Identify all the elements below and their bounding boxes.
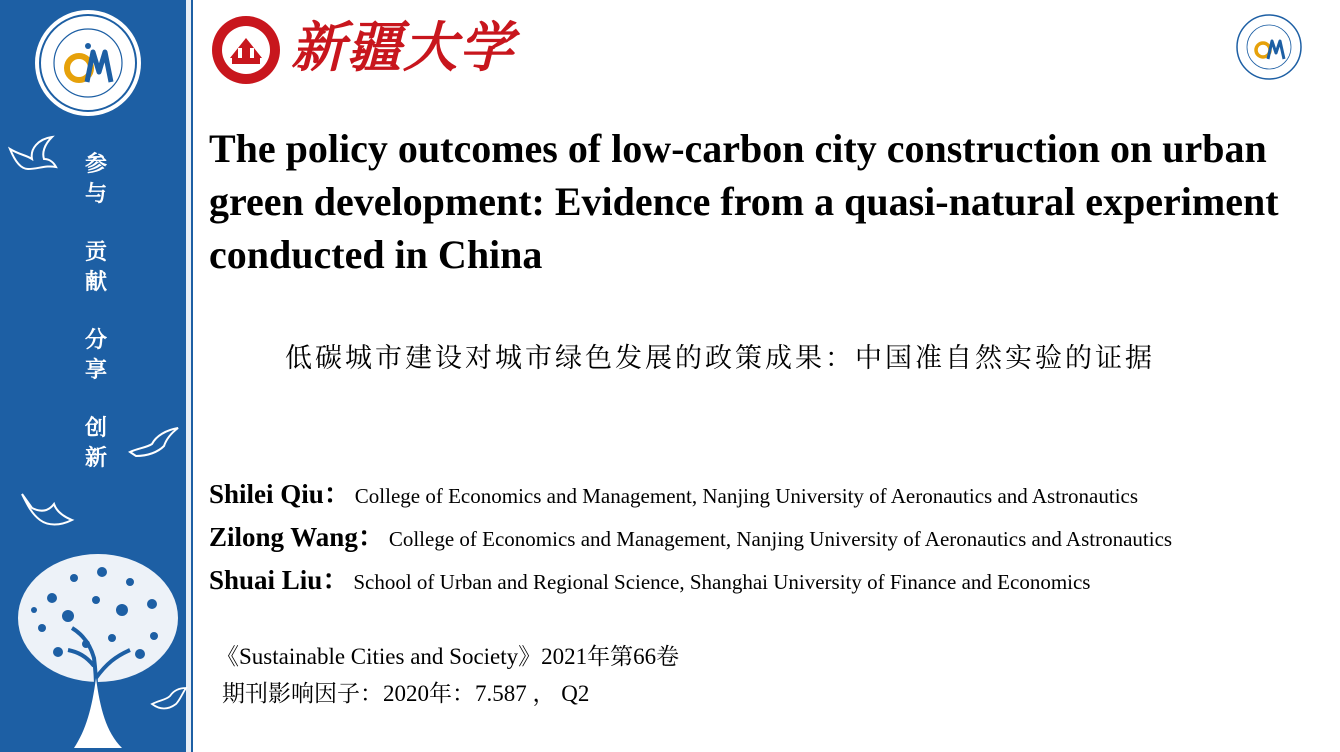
author-row — [209, 515, 1319, 558]
author-name: Shuai Liu： — [209, 565, 350, 595]
sidebar — [0, 0, 193, 752]
journal-info — [216, 638, 679, 712]
author-affiliation: School of Urban and Regional Science, Shanghai University of Finance and Economics — [353, 570, 1091, 594]
journal-citation: 《Sustainable Cities and Society》2021年第66卷 — [216, 644, 680, 669]
motto-line-3: 分享 — [84, 328, 107, 383]
dove-icon — [18, 490, 76, 536]
author-row — [209, 558, 1319, 601]
dove-icon — [128, 426, 180, 460]
author-name: Shilei Qiu： — [209, 479, 351, 509]
author-affiliation: College of Economics and Management, Nanjing University of Aeronautics and Astronautics — [388, 527, 1173, 551]
author-name: Zilong Wang： — [209, 522, 385, 552]
dove-icon — [8, 135, 58, 173]
university-name: 新疆大学 — [291, 15, 515, 79]
author-row — [209, 472, 1319, 515]
journal-impact-factor: 期刊影响因子：2020年：7.587 ， Q2 — [222, 681, 590, 706]
center-logo-icon — [35, 10, 141, 116]
sidebar-edge-stripe — [186, 0, 191, 752]
chinese-title: 低碳城市建设对城市绿色发展的政策成果：中国准自然实验的证据 — [285, 343, 1155, 374]
author-affiliation: College of Economics and Management, Nanjing University of Aeronautics and Astronautics — [354, 484, 1139, 508]
motto-line-2: 贡献 — [84, 240, 107, 295]
motto-line-4: 创新 — [84, 416, 107, 471]
author-list — [209, 472, 1319, 601]
motto-line-1: 参与 — [84, 152, 107, 207]
paper-title: The policy outcomes of low-carbon city construction on urban green development: Evidence from a quasi-natural experiment conducted in China — [209, 126, 1279, 277]
motto — [76, 150, 116, 486]
tree-illustration-icon — [12, 548, 184, 748]
center-logo-small-icon — [1236, 14, 1302, 80]
xinjiang-university-emblem-icon — [210, 14, 282, 86]
